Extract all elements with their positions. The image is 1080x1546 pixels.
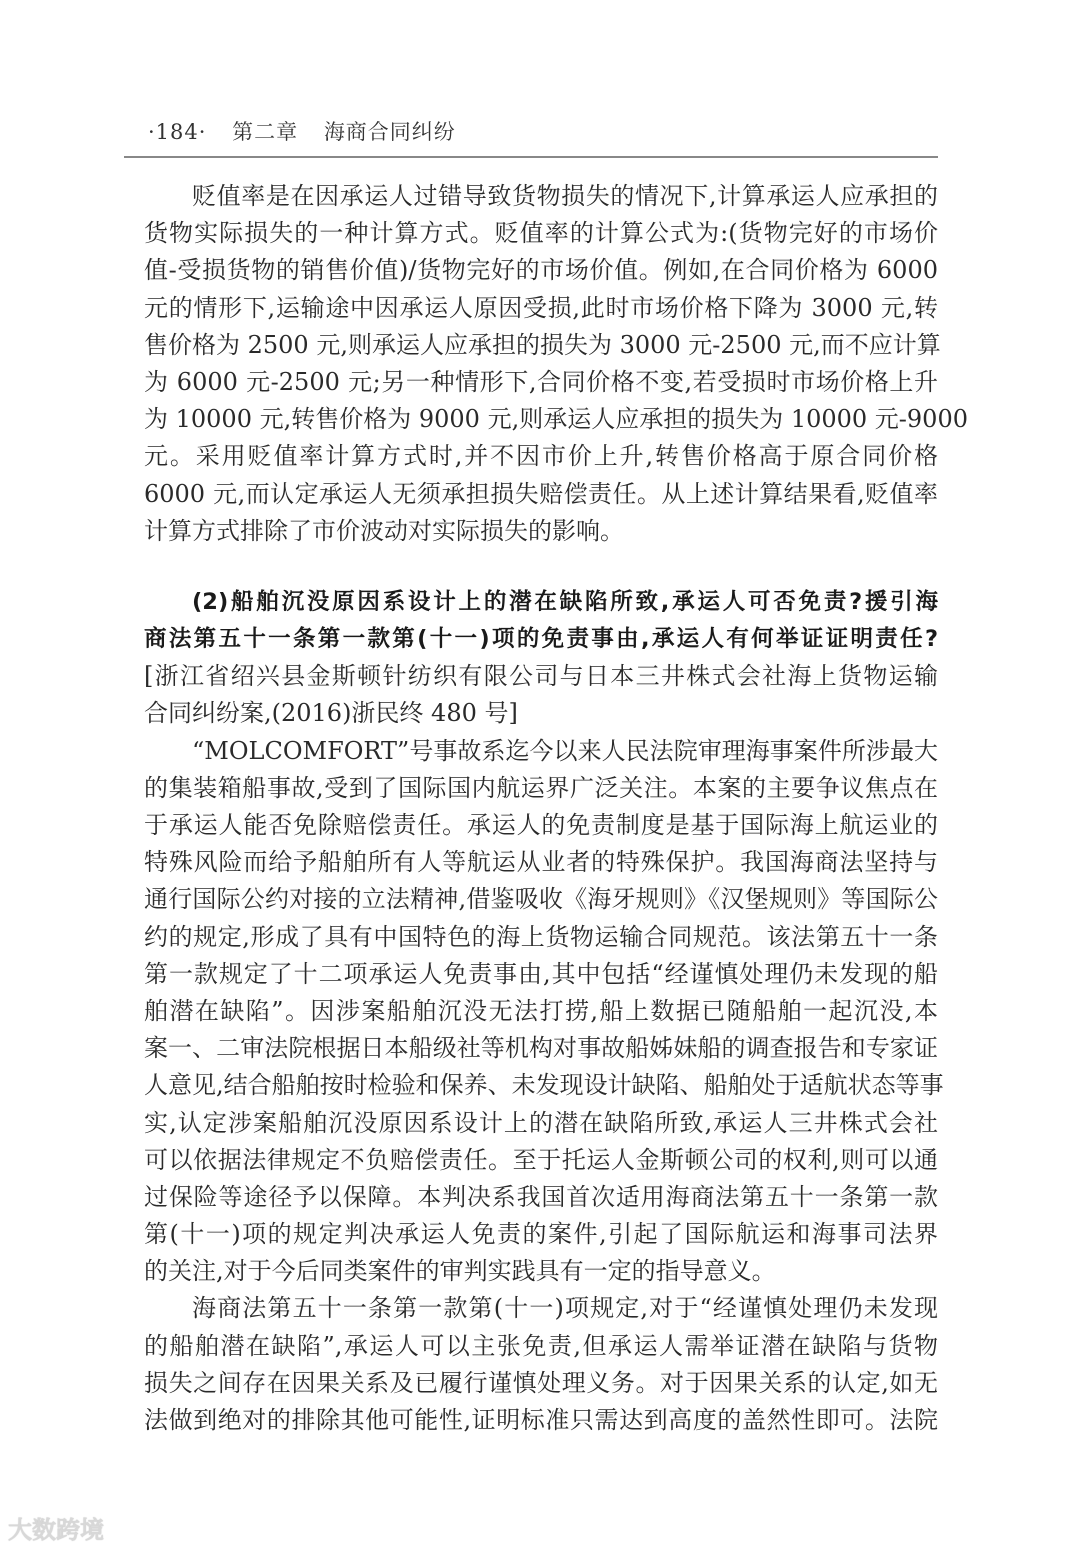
text-line: 损失之间存在因果关系及已履行谨慎处理义务。对于因果关系的认定,如无 (144, 1368, 938, 1397)
text-line: 的船舶潜在缺陷”,承运人可以主张免责,但承运人需举证潜在缺陷与货物 (144, 1331, 938, 1360)
watermark-logo: 大数跨境 (8, 1516, 104, 1544)
text-line: 货物实际损失的一种计算方式。贬值率的计算公式为:(货物完好的市场价 (144, 219, 938, 248)
text-line: 商法第五十一条第一款第(十一)项的免责事由,承运人有何举证证明责任? (144, 626, 938, 653)
text-line: 值-受损货物的销售价值)/货物完好的市场价值。例如,在合同价格为 6000 (144, 256, 938, 285)
text-line: 实,认定涉案船舶沉没原因系设计上的潜在缺陷所致,承运人三井株式会社 (144, 1108, 938, 1137)
question-heading (144, 584, 938, 658)
text-line: 可以依据法律规定不负赔偿责任。至于托运人金斯顿公司的权利,则可以通 (144, 1145, 938, 1174)
text-line: 的集装箱船事故,受到了国际国内航运界广泛关注。本案的主要争议焦点在 (144, 773, 938, 802)
text-line: 元。采用贬值率计算方式时,并不因市价上升,转售价格高于原合同价格 (144, 442, 938, 471)
text-line: 计算方式排除了市价波动对实际损失的影响。 (144, 516, 624, 545)
text-line: [浙江省绍兴县金斯顿针纺织有限公司与日本三井株式会社海上货物运输 (144, 662, 938, 691)
text-line: 合同纠纷案,(2016)浙民终 480 号] (144, 699, 518, 728)
text-line: 的关注,对于今后同类案件的审判实践具有一定的指导意义。 (144, 1257, 776, 1286)
text-line: 特殊风险而给予船舶所有人等航运从业者的特殊保护。我国海商法坚持与 (144, 848, 938, 877)
chapter-title: 海商合同纠纷 (323, 120, 456, 144)
text-line: 贬值率是在因承运人过错导致货物损失的情况下,计算承运人应承担的 (192, 182, 938, 210)
header-rule (124, 156, 938, 158)
paragraph-gap (144, 550, 938, 584)
text-line: 约的规定,形成了具有中国特色的海上货物运输合同规范。该法第五十一条 (144, 922, 938, 951)
text-line: 案一、二审法院根据日本船级社等机构对事故船姊妹船的调查报告和专家证 (144, 1034, 938, 1063)
body-paragraph (144, 733, 944, 1291)
running-header (148, 116, 474, 146)
text-line: (2)船舶沉没原因系设计上的潜在缺陷所致,承运人可否免责?援引海 (192, 588, 938, 615)
text-line: 为 6000 元-2500 元;另一种情形下,合同价格不变,若受损时市场价格上升 (144, 367, 938, 396)
page-number: ·184· (148, 120, 207, 144)
case-citation (144, 658, 938, 732)
text-line: “MOLCOMFORT”号事故系迄今以来人民法院审理海事案件所涉最大 (192, 736, 938, 765)
body-paragraph (144, 178, 968, 550)
text-line: 元的情形下,运输途中因承运人原因受损,此时市场价格下降为 3000 元,转 (144, 293, 938, 322)
text-line: 法做到绝对的排除其他可能性,证明标准只需达到高度的盖然性即可。法院 (144, 1406, 938, 1434)
page-body (144, 178, 968, 1439)
text-line: 为 10000 元,转售价格为 9000 元,则承运人应承担的损失为 10000 元-9000 (144, 405, 968, 434)
text-line: 海商法第五十一条第一款第(十一)项规定,对于“经谨慎处理仍未发现 (192, 1294, 938, 1323)
text-line: 第一款规定了十二项承运人免责事由,其中包括“经谨慎处理仍未发现的船 (144, 959, 938, 988)
text-line: 过保险等途径予以保障。本判决系我国首次适用海商法第五十一条第一款 (144, 1182, 938, 1211)
text-line: 通行国际公约对接的立法精神,借鉴吸收《海牙规则》《汉堡规则》等国际公 (144, 885, 938, 914)
text-line: 第(十一)项的规定判决承运人免责的案件,引起了国际航运和海事司法界 (144, 1220, 938, 1249)
body-paragraph (144, 1290, 938, 1439)
text-line: 于承运人能否免除赔偿责任。承运人的免责制度是基于国际海上航运业的 (144, 811, 938, 839)
chapter-label: 第二章 (232, 120, 299, 144)
text-line: 售价格为 2500 元,则承运人应承担的损失为 3000 元-2500 元,而不应计算 (144, 330, 941, 359)
text-line: 舶潜在缺陷”。因涉案船舶沉没无法打捞,船上数据已随船舶一起沉没,本 (144, 996, 938, 1025)
text-line: 6000 元,而认定承运人无须承担损失赔偿责任。从上述计算结果看,贬值率 (144, 479, 938, 508)
text-line: 人意见,结合船舶按时检验和保养、未发现设计缺陷、船舶处于适航状态等事 (144, 1071, 944, 1100)
